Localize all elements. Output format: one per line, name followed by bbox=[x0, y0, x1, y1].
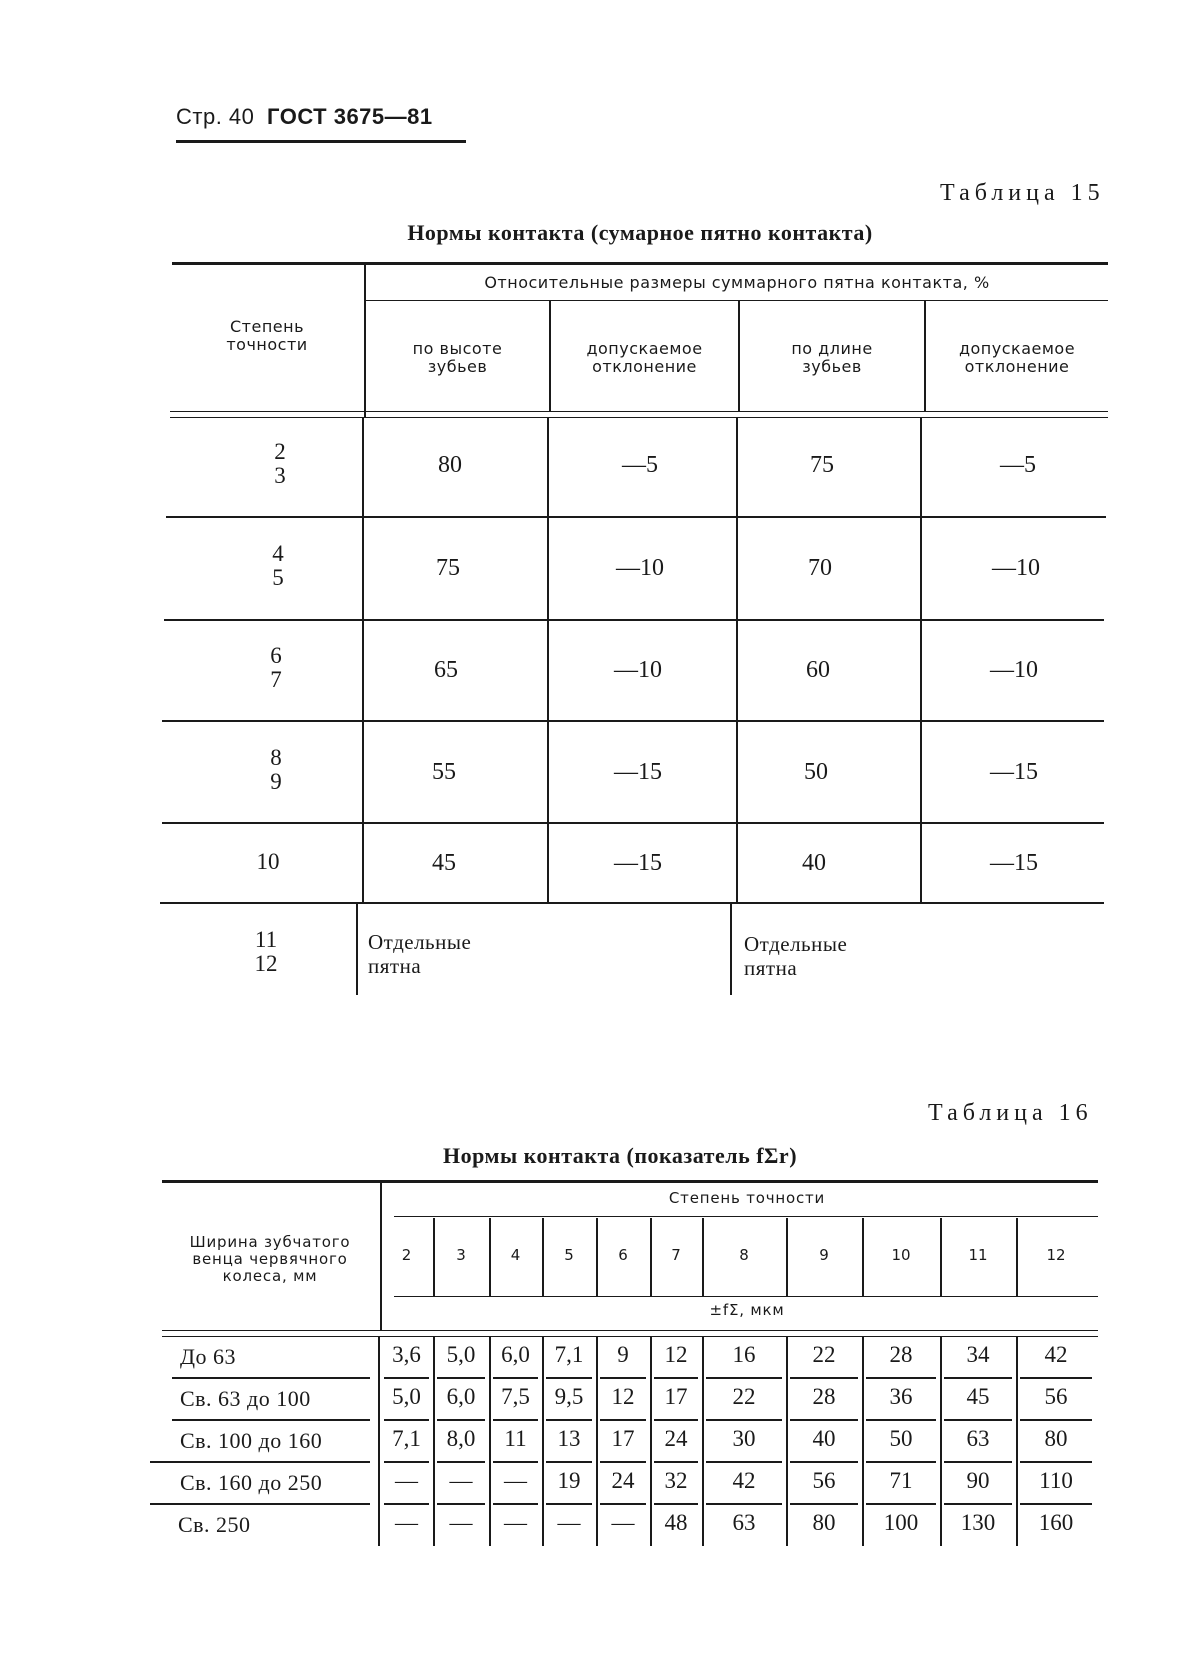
t16-cell: — bbox=[395, 1468, 418, 1493]
t15-degree: 2 3 bbox=[274, 439, 286, 488]
t15-cell: 70 bbox=[808, 555, 832, 581]
t15-cell: —5 bbox=[622, 452, 658, 478]
t15-cell: —15 bbox=[614, 759, 662, 785]
t16-cell: 30 bbox=[732, 1426, 756, 1451]
t16-row-rule bbox=[1020, 1461, 1092, 1463]
t15-cell: —15 bbox=[990, 850, 1038, 876]
t16-cell: 5,0 bbox=[392, 1384, 421, 1409]
t16-row-rule bbox=[944, 1419, 1012, 1421]
t16-header-rule-2 bbox=[162, 1336, 1098, 1337]
t16-row-rule bbox=[437, 1419, 485, 1421]
t15-cell: 80 bbox=[438, 452, 462, 478]
t16-row-rule bbox=[384, 1377, 429, 1379]
page-number: Стр. 40 bbox=[176, 104, 255, 129]
t16-cell: 6,0 bbox=[446, 1384, 476, 1409]
t15-length-note: Отдельные пятна bbox=[744, 932, 848, 980]
t16-cell: 24 bbox=[664, 1426, 688, 1451]
t16-row-rule bbox=[437, 1461, 485, 1463]
t16-cell: 6,0 bbox=[501, 1342, 530, 1367]
t16-row-rule bbox=[944, 1377, 1012, 1379]
t16-row-rule bbox=[172, 1419, 370, 1421]
t16-row-rule bbox=[866, 1503, 936, 1505]
t15-cell: —15 bbox=[614, 850, 662, 876]
t16-row-rule bbox=[790, 1419, 858, 1421]
t16-degree-header: 5 bbox=[564, 1246, 574, 1264]
t16-row-rule bbox=[172, 1377, 370, 1379]
t15-col-header: допускаемое отклонение bbox=[586, 339, 703, 376]
t16-cell: 11 bbox=[504, 1426, 527, 1451]
t15-degree: 4 5 bbox=[272, 541, 284, 590]
t15-cell: 50 bbox=[804, 759, 828, 785]
t16-row-rule bbox=[600, 1419, 646, 1421]
t16-corner-header: Ширина зубчатого венца червячного колеса, мм bbox=[189, 1233, 351, 1285]
t16-cell: — bbox=[504, 1510, 527, 1535]
t16-degree-header: 11 bbox=[968, 1246, 988, 1264]
t16-cell: 12 bbox=[611, 1384, 635, 1409]
t16-row-rule bbox=[600, 1503, 646, 1505]
t16-row-rule bbox=[546, 1377, 592, 1379]
t16-row-rule bbox=[706, 1419, 782, 1421]
t16-row-rule bbox=[866, 1419, 936, 1421]
t16-group-rule bbox=[394, 1216, 1098, 1217]
t15-cell: 60 bbox=[806, 657, 830, 683]
t16-cell: — bbox=[449, 1468, 473, 1493]
t16-row-rule bbox=[944, 1503, 1012, 1505]
t16-row-rule bbox=[384, 1503, 429, 1505]
t16-degree-header: 10 bbox=[891, 1246, 911, 1264]
t15-cell: —5 bbox=[1000, 452, 1036, 478]
table16-title: Нормы контакта (показатель fΣr) bbox=[442, 1143, 798, 1168]
t16-cell: — bbox=[611, 1510, 635, 1535]
t16-cell: 36 bbox=[889, 1384, 913, 1409]
t16-row-rule bbox=[437, 1377, 485, 1379]
t16-row-rule bbox=[790, 1461, 858, 1463]
t16-row-rule bbox=[1020, 1377, 1092, 1379]
t16-cell: 16 bbox=[732, 1342, 756, 1367]
t16-row-rule bbox=[1020, 1503, 1092, 1505]
t16-cell: 13 bbox=[557, 1426, 581, 1451]
t16-cell: 28 bbox=[889, 1342, 913, 1367]
t16-row-rule bbox=[1020, 1419, 1092, 1421]
t15-degree: 11 12 bbox=[254, 927, 278, 976]
t15-col-header: по высоте зубьев bbox=[412, 339, 503, 376]
t16-row-label: До 63 bbox=[180, 1344, 237, 1369]
t16-cell: 22 bbox=[812, 1342, 836, 1367]
t16-degree-header: 2 bbox=[401, 1246, 412, 1264]
t16-row-rule bbox=[654, 1461, 698, 1463]
t16-cell: 160 bbox=[1038, 1510, 1074, 1535]
t16-row-rule bbox=[493, 1377, 538, 1379]
t15-cell: —10 bbox=[616, 555, 664, 581]
t16-degree-header: 8 bbox=[739, 1246, 749, 1264]
t16-row-rule bbox=[706, 1461, 782, 1463]
t16-row-rule bbox=[150, 1461, 370, 1463]
t16-degree-header: 6 bbox=[618, 1246, 628, 1264]
t15-cell: 55 bbox=[432, 759, 456, 785]
t16-degree-header: 4 bbox=[510, 1246, 521, 1264]
t15-cell: —10 bbox=[614, 657, 662, 683]
t15-cell: 75 bbox=[810, 452, 834, 478]
t15-height-note: Отдельные пятна bbox=[368, 930, 472, 978]
t15-degree: 6 7 bbox=[270, 643, 282, 692]
t16-degree-header: 3 bbox=[456, 1246, 466, 1264]
t16-cell: 56 bbox=[1044, 1384, 1068, 1409]
t16-cell: 80 bbox=[812, 1510, 836, 1535]
t16-row-rule bbox=[437, 1503, 485, 1505]
t16-degree-header: 7 bbox=[671, 1246, 681, 1264]
t16-row-rule bbox=[866, 1461, 936, 1463]
t15-cell: 75 bbox=[436, 555, 460, 581]
t16-unit-rule bbox=[394, 1296, 1098, 1297]
t16-cell: 71 bbox=[889, 1468, 913, 1493]
t15-col-header: допускаемое отклонение bbox=[958, 339, 1076, 376]
t16-cell: 56 bbox=[812, 1468, 836, 1493]
t16-cell: 22 bbox=[732, 1384, 756, 1409]
t16-cell: 7,5 bbox=[501, 1384, 530, 1409]
t16-cell: 32 bbox=[664, 1468, 688, 1493]
t15-cell: —10 bbox=[990, 657, 1038, 683]
t16-row-rule bbox=[944, 1461, 1012, 1463]
t16-row-rule bbox=[546, 1419, 592, 1421]
t16-cell: 3,6 bbox=[392, 1342, 421, 1367]
t16-cell: 12 bbox=[664, 1342, 688, 1367]
t16-row-rule bbox=[654, 1377, 698, 1379]
t15-corner-header: Степень точности bbox=[226, 317, 308, 354]
t16-cell: — bbox=[557, 1510, 581, 1535]
t16-cell: 17 bbox=[611, 1426, 635, 1451]
t16-row-rule bbox=[493, 1461, 538, 1463]
t15-cell: —10 bbox=[992, 555, 1040, 581]
t16-cell: 42 bbox=[732, 1468, 756, 1493]
t16-row-rule bbox=[546, 1461, 592, 1463]
t15-cell: 45 bbox=[432, 850, 456, 876]
t16-cell: 63 bbox=[732, 1510, 756, 1535]
t15-group-header: Относительные размеры суммарного пятна контакта, % bbox=[484, 273, 990, 292]
t15-cell: 40 bbox=[802, 850, 826, 876]
t16-cell: — bbox=[449, 1510, 473, 1535]
table15-number: Таблица 15 bbox=[940, 180, 1105, 206]
t16-cell: 9 bbox=[617, 1342, 629, 1367]
t16-cell: 80 bbox=[1044, 1426, 1068, 1451]
t16-row-rule bbox=[384, 1461, 429, 1463]
t16-cell: 42 bbox=[1044, 1342, 1068, 1367]
t16-row-rule bbox=[654, 1503, 698, 1505]
t16-cell: 19 bbox=[557, 1468, 581, 1493]
t16-cell: 34 bbox=[966, 1342, 990, 1367]
t16-row-rule bbox=[546, 1503, 592, 1505]
t16-row-rule bbox=[600, 1461, 646, 1463]
t15-degree: 10 bbox=[256, 849, 280, 874]
t16-cell: 7,1 bbox=[392, 1426, 421, 1451]
t16-cell: 8,0 bbox=[446, 1426, 476, 1451]
t16-cell: 130 bbox=[960, 1510, 996, 1535]
t15-col-header: по длине зубьев bbox=[791, 339, 873, 376]
t16-row-label: Св. 100 до 160 bbox=[180, 1428, 323, 1453]
t16-cell: 17 bbox=[664, 1384, 688, 1409]
standard-number: ГОСТ 3675—81 bbox=[267, 104, 433, 129]
table16-number: Таблица 16 bbox=[928, 1100, 1093, 1126]
t16-cell: 48 bbox=[664, 1510, 688, 1535]
table15-title: Нормы контакта (сумарное пятно контакта) bbox=[407, 220, 873, 245]
t16-row-label: Св. 63 до 100 bbox=[180, 1386, 311, 1411]
t16-row-rule bbox=[706, 1503, 782, 1505]
t16-cell: 100 bbox=[883, 1510, 919, 1535]
t16-cell: 7,1 bbox=[554, 1342, 584, 1367]
t16-row-label: Св. 160 до 250 bbox=[180, 1470, 323, 1495]
t16-top-rule bbox=[162, 1180, 1098, 1183]
t16-row-rule bbox=[790, 1377, 858, 1379]
t16-row-rule bbox=[654, 1419, 698, 1421]
t16-row-rule bbox=[866, 1377, 936, 1379]
t16-degree-header: 12 bbox=[1046, 1246, 1066, 1264]
t16-degree-header: 9 bbox=[819, 1246, 829, 1264]
t16-cell: 110 bbox=[1039, 1468, 1073, 1493]
t16-cell: 90 bbox=[966, 1468, 990, 1493]
t16-row-rule bbox=[493, 1419, 538, 1421]
t16-row-rule bbox=[600, 1377, 646, 1379]
t16-cell: 24 bbox=[611, 1468, 635, 1493]
t15-cell: 65 bbox=[434, 657, 458, 683]
t16-row-rule bbox=[384, 1419, 429, 1421]
t16-cell: — bbox=[395, 1510, 418, 1535]
t16-unit-header: ±fΣ, мкм bbox=[709, 1301, 785, 1319]
t16-cell: 40 bbox=[812, 1426, 836, 1451]
t16-cell: 28 bbox=[812, 1384, 836, 1409]
t16-cell: 9,5 bbox=[554, 1384, 584, 1409]
t16-cell: 63 bbox=[966, 1426, 990, 1451]
t16-row-rule bbox=[493, 1503, 538, 1505]
t16-row-rule bbox=[706, 1377, 782, 1379]
t16-cell: 45 bbox=[966, 1384, 990, 1409]
t15-degree: 8 9 bbox=[270, 745, 282, 794]
t15-cell: —15 bbox=[990, 759, 1038, 785]
t16-header-rule-1 bbox=[162, 1330, 1098, 1331]
t16-row-rule bbox=[150, 1503, 370, 1505]
t16-group-header: Степень точности bbox=[668, 1189, 826, 1207]
t16-cell: 5,0 bbox=[446, 1342, 476, 1367]
t16-row-rule bbox=[790, 1503, 858, 1505]
t16-cell: 50 bbox=[889, 1426, 913, 1451]
t16-row-label: Св. 250 bbox=[178, 1512, 251, 1537]
t16-cell: — bbox=[504, 1468, 527, 1493]
